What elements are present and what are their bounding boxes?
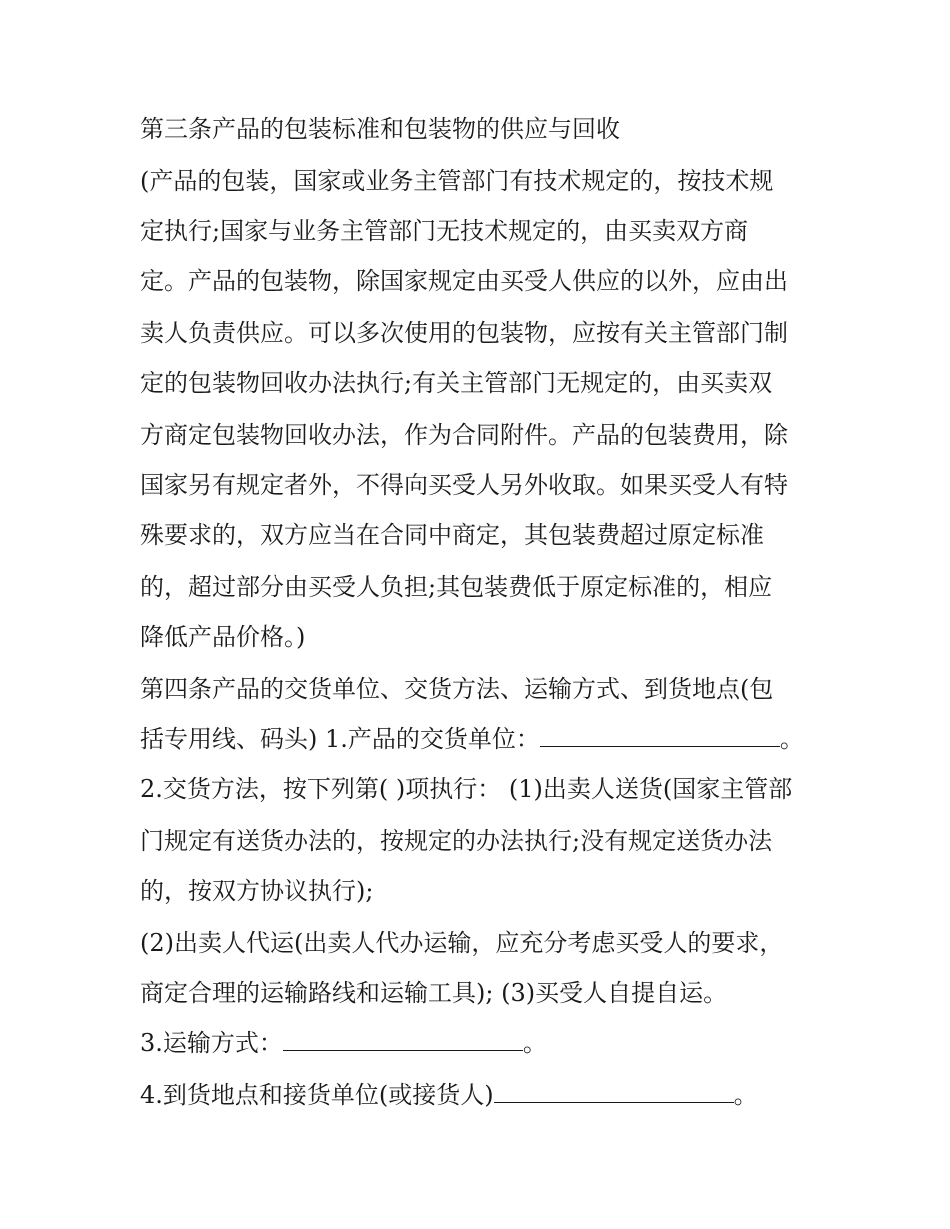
paragraph-line: 国家另有规定者外，不得向买受人另外收取。如果买受人有特 [140,471,788,499]
paragraph-line: (2)出卖人代运(出卖人代办运输，应充分考虑买受人的要求， [140,929,784,957]
paragraph-line: 定执行;国家与业务主管部门无技术规定的，由买卖双方商 [140,217,749,245]
paragraph-line: 门规定有送货办法的，按规定的办法执行;没有规定送货办法 [140,827,773,855]
paragraph-line: 定的包装物回收办法执行;有关主管部门无规定的，由买卖双 [140,369,773,397]
paragraph-line: 卖人负责供应。可以多次使用的包装物，应按有关主管部门制 [140,319,788,347]
transport-method-line [140,1028,547,1058]
paragraph-line: 的，超过部分由买受人负担;其包装费低于原定标准的，相应 [140,573,773,601]
arrival-place-line [140,1080,758,1110]
transport-method-blank[interactable] [283,1028,523,1051]
paragraph-line: 殊要求的，双方应当在合同中商定，其包装费超过原定标准 [140,521,764,549]
period: 。 [779,725,804,753]
paragraph-line: 降低产品价格。) [140,623,306,651]
paragraph-line: 商定合理的运输路线和运输工具); (3)买受人自提自运。 [140,979,728,1007]
paragraph-line: (产品的包装，国家或业务主管部门有技术规定的，按技术规 [140,167,774,195]
paragraph-line: 的，按双方协议执行); [140,877,374,905]
delivery-unit-blank[interactable] [540,724,780,747]
arrival-place-label: 4.到货地点和接货单位(或接货人) [140,1081,494,1109]
period: 。 [522,1029,547,1057]
paragraph-line: 2.交货方法，按下列第( )项执行： (1)出卖人送货(国家主管部 [140,775,793,803]
paragraph-line: 定。产品的包装物，除国家规定由买受人供应的以外，应由出 [140,267,788,295]
delivery-unit-line [140,724,804,754]
transport-method-label: 3.运输方式： [140,1029,283,1057]
article-4-heading: 第四条产品的交货单位、交货方法、运输方式、到货地点(包 [140,675,774,703]
arrival-place-blank[interactable] [494,1080,734,1103]
period: 。 [733,1081,758,1109]
delivery-unit-label: 括专用线、码头) 1.产品的交货单位： [140,725,540,753]
paragraph-line: 方商定包装物回收办法，作为合同附件。产品的包装费用，除 [140,421,788,449]
article-3-heading: 第三条产品的包装标准和包装物的供应与回收 [140,115,620,143]
